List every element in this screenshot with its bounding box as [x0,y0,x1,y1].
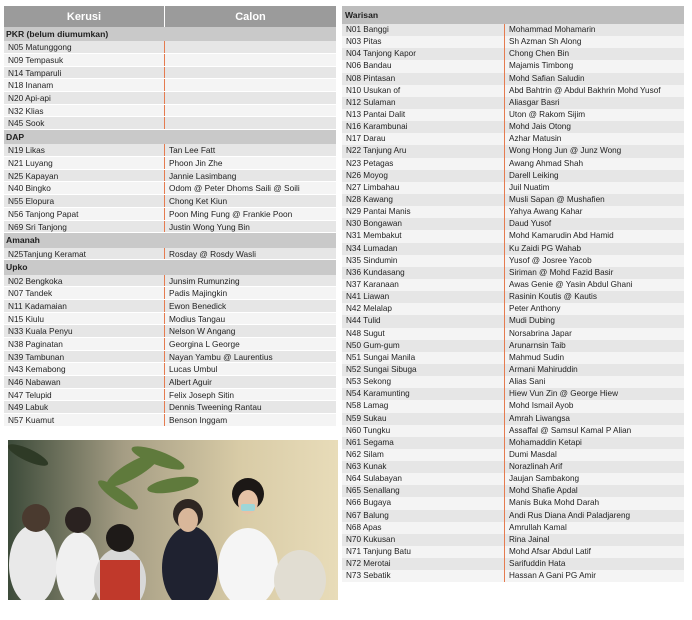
candidate-cell: Mohd Ismail Ayob [504,400,684,412]
table-row [342,109,684,121]
table-row [342,388,684,400]
table-row [342,546,684,558]
table-row [342,36,684,48]
seat-cell: N33 Kuala Penyu [8,326,73,337]
table-row [342,133,684,145]
candidate-cell: Manis Buka Mohd Darah [504,497,684,509]
table-row [342,24,684,36]
header-candidate: Calon [164,6,336,27]
seat-cell: N47 Telupid [8,389,52,400]
table-row [342,376,684,388]
candidate-cell: Abd Bahtrin @ Abdul Bakhrin Mohd Yusof [504,85,684,97]
table-row [342,85,684,97]
candidate-cell: Felix Joseph Sitin [164,389,336,401]
seat-cell: N19 Likas [8,145,45,156]
candidate-cell: Mahmud Sudin [504,352,684,364]
seat-cell: N26 Moyog [346,170,388,180]
seat-cell: N52 Sungai Sibuga [346,364,417,374]
table-row [342,255,684,267]
table-row [342,182,684,194]
table-row [342,510,684,522]
seat-cell: N37 Karanaan [346,279,399,289]
seat-cell: N40 Bingko [8,183,51,194]
seat-cell: N54 Karamunting [346,389,410,399]
seat-cell: N73 Sebatik [346,571,391,581]
table-row [342,364,684,376]
table-row [342,425,684,437]
candidate-cell: Alias Sani [504,376,684,388]
candidate-cell: Amrah Liwangsa [504,413,684,425]
seat-cell: N05 Matunggong [8,42,72,53]
seat-cell: N50 Gum-gum [346,340,400,350]
seat-cell: N66 Bugaya [346,498,392,508]
candidate-cell: Majamis Timbong [504,60,684,72]
seat-cell: N43 Kemabong [8,364,66,375]
seat-cell: N15 Kiulu [8,313,44,324]
table-row [342,291,684,303]
table-row [4,117,336,130]
seat-cell: N57 Kuamut [8,415,55,426]
candidate-cell: Georgina L George [164,338,336,350]
candidate-cell: Junsim Rumunzing [164,275,336,287]
seat-cell: N60 Tungku [346,425,391,435]
table-row [342,570,684,582]
seat-cell: N07 Tandek [8,288,53,299]
candidate-cell: Sarifuddin Hata [504,558,684,570]
table-row [4,248,336,261]
seat-cell: N31 Membakut [346,231,402,241]
candidate-cell: Mohammad Mohamarin [504,24,684,36]
seat-cell: N53 Sekong [346,377,392,387]
table-row [342,340,684,352]
seat-cell: N30 Bongawan [346,219,402,229]
seat-cell: N18 Inanam [8,80,54,91]
table-row [342,461,684,473]
table-row [342,218,684,230]
candidate-cell: Padis Majingkin [164,287,336,299]
table-row [342,352,684,364]
seat-cell: N38 Paginatan [8,338,63,349]
table-row [342,267,684,279]
party-group-heading: PKR (belum diumumkan) [4,27,336,41]
table-row [342,328,684,340]
candidate-cell: Mohd Afsar Abdul Latif [504,546,684,558]
candidate-cell: Rosday @ Rosdy Wasli [164,248,336,260]
candidate-cell: Hassan A Gani PG Amir [504,570,684,582]
table-row [4,275,336,288]
seat-cell: N23 Petagas [346,158,394,168]
seat-cell: N68 Apas [346,522,382,532]
table-row [4,67,336,80]
seat-cell: N01 Banggi [346,25,389,34]
table-row [4,287,336,300]
table-row [342,400,684,412]
candidate-cell: Nelson W Angang [164,325,336,337]
candidate-cell: Azhar Matusin [504,133,684,145]
seat-cell: N17 Darau [346,134,386,144]
party-group-heading: DAP [4,130,336,144]
seat-cell: N13 Pantai Dalit [346,109,406,119]
table-row [4,313,336,326]
candidate-cell: Lucas Umbul [164,363,336,375]
table-row [342,194,684,206]
table-row [4,170,336,183]
seat-cell: N63 Kunak [346,462,387,472]
table-row [342,73,684,85]
seat-cell: N62 Silam [346,449,384,459]
candidate-cell: Mudi Dubing [504,315,684,327]
table-row [4,92,336,105]
seat-cell: N61 Segama [346,437,394,447]
seat-cell: N11 Kadamaian [8,300,67,311]
table-row [4,221,336,234]
seat-cell: N25Tanjung Keramat [8,248,86,259]
table-header [4,6,336,27]
seat-cell: N45 Sook [8,118,45,129]
seat-cell: N14 Tamparuli [8,67,62,78]
table-row [342,303,684,315]
candidate-cell: Modius Tangau [164,313,336,325]
candidate-cell: Yusof @ Josree Yacob [504,255,684,267]
candidate-cell: Yahya Awang Kahar [504,206,684,218]
candidate-cell: Jannie Lasimbang [164,170,336,182]
candidate-cell: Mohd Safian Saludin [504,73,684,85]
event-photo-graphic [8,440,338,600]
candidate-cell [164,105,336,117]
candidate-cell: Aliasgar Basri [504,97,684,109]
table-row [342,473,684,485]
seat-cell: N39 Tambunan [8,351,65,362]
table-row [342,522,684,534]
table-row [4,351,336,364]
table-row [342,413,684,425]
table-row [342,170,684,182]
candidate-cell: Dumi Masdal [504,449,684,461]
candidate-cell [164,117,336,129]
table-row [342,243,684,255]
table-row [4,376,336,389]
candidate-cell: Awang Ahmad Shah [504,158,684,170]
table-row [342,558,684,570]
table-row [4,144,336,157]
candidate-cell: Norazlinah Arif [504,461,684,473]
candidate-cell: Awas Genie @ Yasin Abdul Ghani [504,279,684,291]
candidate-cell: Musli Sapan @ Mushafien [504,194,684,206]
seat-cell: N69 Sri Tanjong [8,221,67,232]
table-row [4,414,336,427]
candidate-cell: Benson Inggam [164,414,336,426]
table-row [342,315,684,327]
party-group-heading: Amanah [4,233,336,247]
seat-cell: N27 Limbahau [346,182,400,192]
seat-cell: N51 Sungai Manila [346,352,416,362]
seat-cell: N20 Api-api [8,93,51,104]
table-row [4,105,336,118]
table-row [4,208,336,221]
table-row [4,79,336,92]
seat-cell: N34 Lumadan [346,243,398,253]
table-row [342,48,684,60]
candidate-cell: Chong Chen Bin [504,48,684,60]
candidate-cell: Hiew Vun Zin @ George Hiew [504,388,684,400]
candidate-cell: Phoon Jin Zhe [164,157,336,169]
candidate-cell: Darell Leiking [504,170,684,182]
seat-cell: N22 Tanjung Aru [346,146,407,156]
seat-cell: N12 Sulaman [346,97,396,107]
seat-cell: N48 Sugut [346,328,385,338]
candidate-cell [164,67,336,79]
warisan-table-body [342,24,684,582]
candidate-cell: Justin Wong Yung Bin [164,221,336,233]
seat-cell: N04 Tanjong Kapor [346,49,416,59]
seat-cell: N42 Melalap [346,304,392,314]
seat-cell: N16 Karambunai [346,122,408,132]
candidate-cell [164,79,336,91]
table-row [4,363,336,376]
candidate-cell: Dennis Tweening Rantau [164,401,336,413]
candidate-cell: Nayan Yambu @ Laurentius [164,351,336,363]
candidate-cell: Ewon Benedick [164,300,336,312]
seat-cell: N67 Balung [346,510,389,520]
seat-cell: N25 Kapayan [8,170,59,181]
table-row [342,279,684,291]
party-group-heading: Upko [4,260,336,274]
table-row [4,389,336,402]
table-row [342,497,684,509]
table-row [342,534,684,546]
seat-cell: N70 Kukusan [346,534,396,544]
candidate-cell: Armani Mahiruddin [504,364,684,376]
seat-cell: N10 Usukan of [346,85,401,95]
candidate-cell: Norsabrina Japar [504,328,684,340]
candidate-cell: Poon Ming Fung @ Frankie Poon [164,208,336,220]
candidate-cell: Amrullah Kamal [504,522,684,534]
seat-cell: N36 Kundasang [346,267,405,277]
candidate-cell: Juil Nuatim [504,182,684,194]
seat-cell: N09 Tempasuk [8,54,64,65]
party-seats-table [4,6,336,434]
candidate-cell: Rasinin Koutis @ Kautis [504,291,684,303]
candidate-cell: Jaujan Sambakong [504,473,684,485]
candidate-cell [164,92,336,104]
candidate-cell: Uton @ Rakom Sijim [504,109,684,121]
candidate-cell: Mohd Kamarudin Abd Hamid [504,230,684,242]
table-row [342,485,684,497]
table-row [4,325,336,338]
candidate-cell: Siriman @ Mohd Fazid Basir [504,267,684,279]
seat-cell: N35 Sindumin [346,255,398,265]
candidate-cell: Rina Jainal [504,534,684,546]
seat-cell: N08 Pintasan [346,73,396,83]
candidate-cell: Albert Aguir [164,376,336,388]
seat-cell: N32 Klias [8,105,44,116]
candidate-cell: Arunarnsin Taib [504,340,684,352]
header-seat: Kerusi [66,10,102,23]
seat-cell: N72 Merotai [346,559,391,569]
seat-cell: N71 Tanjung Batu [346,547,411,557]
table-row [342,97,684,109]
table-row [342,206,684,218]
table-row [342,145,684,157]
table-row [342,437,684,449]
seat-cell: N29 Pantai Manis [346,207,411,217]
seat-cell: N03 Pitas [346,37,382,47]
seat-cell: N46 Nabawan [8,377,61,387]
candidate-cell [164,54,336,66]
warisan-seats-table [342,6,684,602]
table-row [4,401,336,414]
seat-cell: N59 Sukau [346,413,387,423]
seat-cell: N64 Sulabayan [346,474,402,484]
seat-cell: N28 Kawang [346,194,393,204]
seat-cell: N41 Liawan [346,292,390,302]
candidate-cell: Assaffal @ Samsul Kamal P Alian [504,425,684,437]
event-photo [8,440,338,600]
candidate-cell: Sh Azman Sh Along [504,36,684,48]
seat-cell: N65 Senallang [346,486,400,496]
candidate-cell: Odom @ Peter Dhoms Saili @ Soili [164,182,336,194]
table-row [4,41,336,54]
candidate-cell: Daud Yusof [504,218,684,230]
seat-cell: N55 Elopura [8,196,55,207]
table-row [342,158,684,170]
candidate-cell: Andi Rus Diana Andi Paladjareng [504,510,684,522]
candidate-cell: Tan Lee Fatt [164,144,336,156]
candidate-cell: Mohd Jais Otong [504,121,684,133]
table-row [342,121,684,133]
seat-cell: N58 Lamag [346,401,389,411]
seat-cell: N02 Bengkoka [8,275,63,286]
candidate-cell: Ku Zaidi PG Wahab [504,243,684,255]
table-row [4,54,336,67]
table-row [4,157,336,170]
table-row [4,300,336,313]
candidate-cell: Peter Anthony [504,303,684,315]
table-row [342,60,684,72]
warisan-header: Warisan [342,6,684,24]
table-row [342,449,684,461]
seat-cell: N49 Labuk [8,402,49,413]
candidate-cell: Mohd Shafie Apdal [504,485,684,497]
table-row [4,338,336,351]
seat-cell: N06 Bandau [346,61,392,71]
candidate-cell: Chong Ket Kiun [164,195,336,207]
candidate-cell: Mohamaddin Ketapi [504,437,684,449]
seat-cell: N44 Tulid [346,316,381,326]
table-body [4,27,336,427]
seat-cell: N56 Tanjong Papat [8,208,79,219]
seat-cell: N21 Luyang [8,158,53,169]
table-row [4,182,336,195]
candidate-cell: Wong Hong Jun @ Junz Wong [504,145,684,157]
table-row [342,230,684,242]
candidate-cell [164,41,336,53]
table-row [4,195,336,208]
